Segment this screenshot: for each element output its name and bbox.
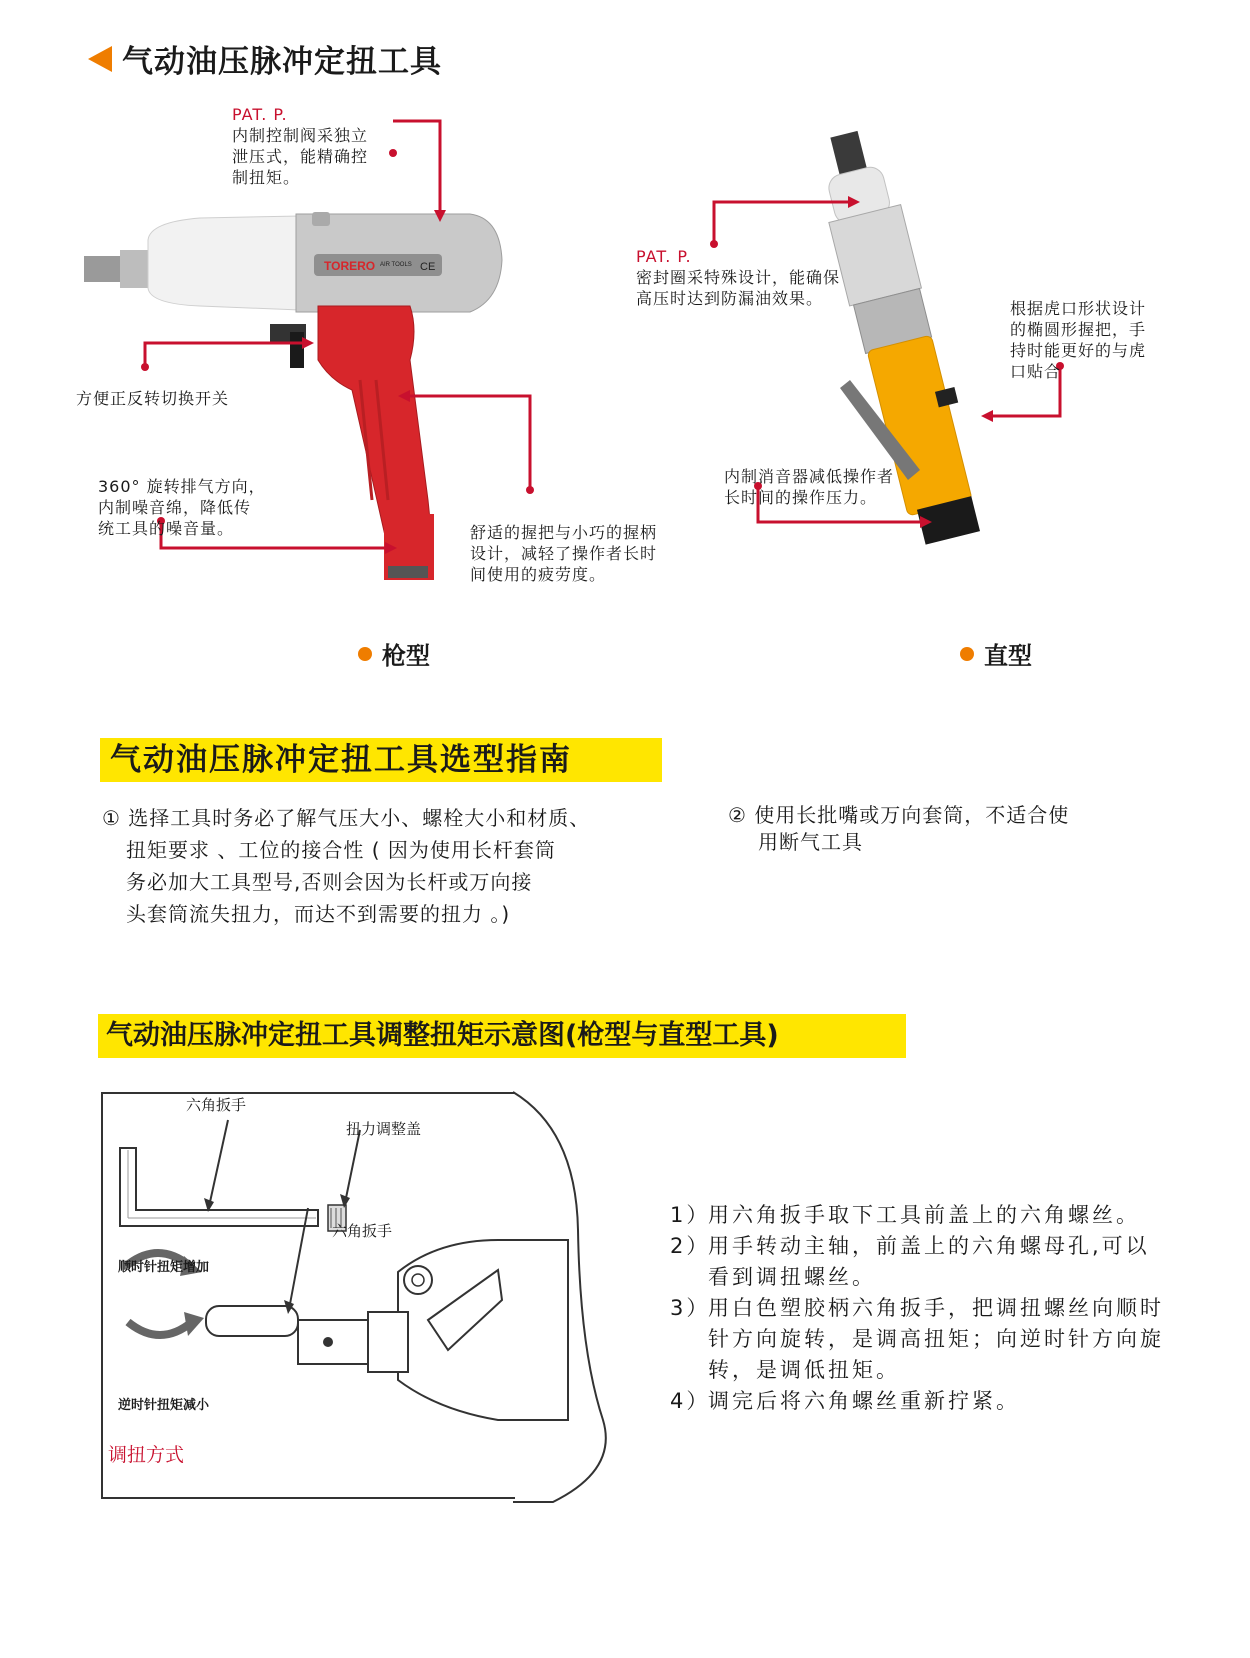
- exhaust-callout: [98, 476, 266, 539]
- handle-note-line: 口贴合: [1010, 362, 1062, 381]
- valve-note-line: 内制控制阀采独立: [232, 126, 369, 145]
- straight-type-caption: 直型: [960, 636, 1032, 671]
- guide-line: 头套筒流失扭力，而达不到需要的扭力 。): [126, 902, 511, 926]
- step-number: 4）: [670, 1389, 711, 1413]
- seal-callout: [636, 246, 840, 309]
- step-text: 用白色塑胶柄六角扳手，把调扭螺丝向顺时针方向旋转，是调高扭矩；向逆时针方向旋转，是调低扭矩。: [708, 1296, 1164, 1382]
- brand-sub-text: AIR TOOLS: [380, 262, 412, 268]
- step-number: 2）: [670, 1234, 711, 1258]
- step-text: 用六角扳手取下工具前盖上的六角螺丝。: [708, 1203, 1140, 1227]
- adjust-steps-list: [670, 1200, 1170, 1417]
- exhaust-note-line: 360° 旋转排气方向，: [98, 477, 266, 496]
- handle-note-line: 持时能更好的与虎: [1010, 341, 1147, 360]
- guide-line: 用断气工具: [758, 830, 863, 854]
- brand-logo: TORERO: [324, 259, 376, 273]
- pat-label: PAT. P.: [636, 247, 692, 266]
- grip-note-line: 设计，减轻了操作者长时: [470, 544, 658, 563]
- adjust-cap-label: 扭力调整盖: [346, 1120, 422, 1138]
- adjust-step: [670, 1200, 1170, 1231]
- adjust-step: [670, 1231, 1170, 1293]
- step-number: 3）: [670, 1296, 711, 1320]
- valve-note-line: 泄压式，能精确控: [232, 147, 369, 166]
- adjust-method-label: 调扭方式: [108, 1444, 185, 1466]
- guide-line: ① 选择工具时务必了解气压大小、螺栓大小和材质、: [102, 806, 591, 830]
- guide-item-2: [728, 802, 1069, 856]
- step-text: 用手转动主轴，前盖上的六角螺母孔,可以看到调扭螺丝。: [708, 1234, 1150, 1289]
- clockwise-label: 顺时针扭矩增加: [118, 1260, 210, 1275]
- handle-callout: [1010, 298, 1146, 382]
- guide-section-heading: 气动油压脉冲定扭工具选型指南: [100, 738, 662, 782]
- handle-note-line: 根据虎口形状设计: [1010, 299, 1147, 318]
- hex-wrench-label: 六角扳手: [186, 1096, 247, 1114]
- grip-note-line: 间使用的疲劳度。: [470, 565, 607, 584]
- valve-callout: [232, 104, 368, 188]
- seal-note-line: 密封圈采特殊设计，能确保: [636, 268, 841, 287]
- white-handle-driver-shape: [206, 1306, 298, 1336]
- guide-line: 务必加大工具型号,否则会因为长杆或万向接: [126, 870, 533, 894]
- grip-callout: [470, 522, 657, 585]
- counterclockwise-label: 逆时针扭矩减小: [118, 1398, 210, 1413]
- bullet-dot-icon: [960, 647, 974, 661]
- exhaust-note-line: 统工具的噪音量。: [98, 519, 235, 538]
- guide-item-1: [102, 802, 590, 930]
- grip-note-line: 舒适的握把与小巧的握柄: [470, 523, 658, 542]
- valve-note-line: 制扭矩。: [232, 168, 301, 187]
- gun-type-caption: 枪型: [358, 636, 430, 671]
- handle-note-line: 的椭圆形握把，手: [1010, 320, 1147, 339]
- page-title: 气动油压脉冲定扭工具: [88, 36, 442, 81]
- seal-note-line: 高压时达到防漏油效果。: [636, 289, 824, 308]
- exhaust-note-line: 内制噪音绵，降低传: [98, 498, 252, 517]
- muffler-callout: [724, 466, 894, 508]
- adjust-step: [670, 1386, 1170, 1417]
- step-text: 调完后将六角螺丝重新拧紧。: [708, 1389, 1020, 1413]
- guide-line: 扭矩要求 、工位的接合性 ( 因为使用长杆套筒: [126, 838, 556, 862]
- guide-line: ② 使用长批嘴或万向套筒，不适合使: [728, 803, 1070, 827]
- pat-label: PAT. P.: [232, 105, 288, 124]
- muffler-note-line: 内制消音器减低操作者: [724, 467, 895, 486]
- muffler-note-line: 长时间的操作压力。: [724, 488, 878, 507]
- hex-wrench-label-2: 六角扳手: [332, 1222, 393, 1240]
- switch-callout: 方便正反转切换开关: [76, 389, 230, 408]
- step-number: 1）: [670, 1203, 711, 1227]
- adjust-section-heading: 气动油压脉冲定扭工具调整扭矩示意图(枪型与直型工具): [98, 1014, 906, 1058]
- ce-mark: CE: [420, 261, 436, 273]
- bullet-dot-icon: [358, 647, 372, 661]
- adjust-step: [670, 1293, 1170, 1386]
